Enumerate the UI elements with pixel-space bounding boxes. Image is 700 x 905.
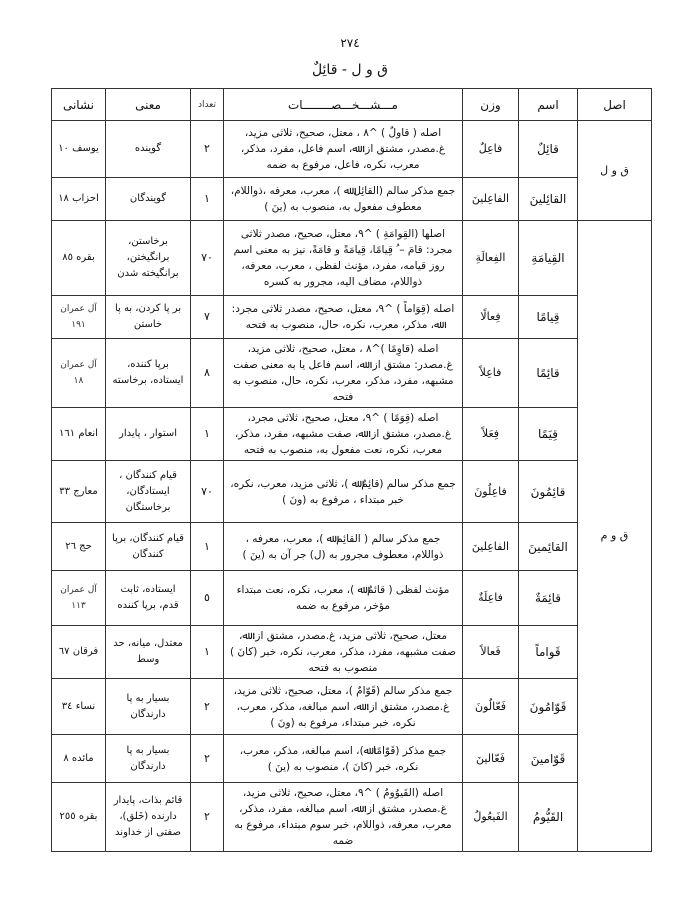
- count-cell: ٢: [191, 783, 224, 852]
- count-cell: ١: [191, 523, 224, 571]
- pattern-cell: الفِعالَةِ: [463, 221, 519, 296]
- table-row: [52, 571, 652, 626]
- pattern-cell: فاعِلاً: [463, 339, 519, 408]
- description-cell: اصلها (القِوامَةِ ) ^٩، معتل، صحیح، مصدر ثلاثی مجرد: قامَ – ُ قِیامًا، قِیامَةً و قامَةً، نیز به معنی اسم روز قیامه، مفرد، مؤنث لفظی ، معرب، معرفه، ذواللام، مضاف الیه، مجرور به کسره: [224, 221, 463, 296]
- description-cell: جمع مذکر سالم (قَوّامٌ )، معتل، صحیح، ثلاثی مزید، غ.مصدر، مشتق از: ﷲ، اسم مبالغه، مذکر، معرب، نکره، خبر مبتداء، مرفوع به (ونَ ): [224, 679, 463, 735]
- page-number: ٢٧٤: [340, 36, 360, 50]
- table-row: [52, 461, 652, 523]
- meaning-cell: قیام کنندگان، برپا کنندگان: [106, 523, 191, 571]
- count-cell: ١: [191, 626, 224, 679]
- description-cell: اصله (قاوِمًا )^٨ ، معتل، صحیح، ثلاثی مزید، غ.مصدر: مشتق از: ﷲ، اسم فاعل یا به معنی صفت مشبهه، مفرد، مذکر، معرب، نکره، حال، منصوب به فتحه: [224, 339, 463, 408]
- root-cell: ق و ل: [578, 121, 652, 221]
- header-asl: اصل: [578, 89, 652, 121]
- reference-cell: آل عمران ١٩١: [52, 296, 106, 339]
- pattern-cell: فَعّالینَ: [463, 735, 519, 783]
- reference-cell: معارج ٣٣: [52, 461, 106, 523]
- description-cell: اصله ( قاولٌ ) ^٨ ، معتل، صحیح، ثلاثی مزید، غ.مصدر، مشتق از: ﷲ، اسم فاعل، مفرد، مذکر، معرب، نکره، فاعل، مرفوع به ضمه: [224, 121, 463, 178]
- noun-cell: قَوّامینَ: [519, 735, 578, 783]
- pattern-cell: الفَیعُولُ: [463, 783, 519, 852]
- description-cell: جمع مذکر سالم (قائِمٌ ﷲ )، ثلاثی مزید، معرب، نکره، خبر مبتداء ، مرفوع به (ونَ ): [224, 461, 463, 523]
- meaning-cell: بسیار به پا دارندگان: [106, 735, 191, 783]
- header-ism: اسم: [519, 89, 578, 121]
- table-row: [52, 523, 652, 571]
- table-row: [52, 408, 652, 461]
- noun-cell: قِیَمًا: [519, 408, 578, 461]
- pattern-cell: فاعِلُونَ: [463, 461, 519, 523]
- description-cell: اصله (قِوَاماً ) ^٩، معتل، صحیح، مصدر ثلاثی مجرد: ﷲ، مذکر، معرب، نکره، حال، منصوب به فتحه: [224, 296, 463, 339]
- count-cell: ٢: [191, 735, 224, 783]
- noun-cell: قائِمَةٌ: [519, 571, 578, 626]
- header-meaning: معنی: [106, 89, 191, 121]
- table-row: [52, 735, 652, 783]
- meaning-cell: گوینده: [106, 121, 191, 178]
- reference-cell: فرقان ٦٧: [52, 626, 106, 679]
- meaning-cell: معتدل، میانه، حد وسط: [106, 626, 191, 679]
- noun-cell: القائِمینَ: [519, 523, 578, 571]
- table-row: [52, 783, 652, 852]
- meaning-cell: ایستاده، ثابت قدم، برپا کننده: [106, 571, 191, 626]
- noun-cell: قائِمًا: [519, 339, 578, 408]
- description-cell: اصله (قِوَمًا ) ^٩، معتل، صحیح، ثلاثی مجرد، غ.مصدر، مشتق از: ﷲ، صفت مشبهه، مفرد، مذکر، معرب، نکره، نعت مفعول به، منصوب به فتحه: [224, 408, 463, 461]
- pattern-cell: فَعّالُونَ: [463, 679, 519, 735]
- count-cell: ٧٠: [191, 221, 224, 296]
- reference-cell: آل عمران ١٨: [52, 339, 106, 408]
- pattern-cell: فاعِلٌ: [463, 121, 519, 178]
- noun-cell: القِیامَةِ: [519, 221, 578, 296]
- noun-cell: قائِلٌ: [519, 121, 578, 178]
- meaning-cell: استوار ، پایدار: [106, 408, 191, 461]
- table-row: [52, 626, 652, 679]
- table-row: [52, 221, 652, 296]
- noun-cell: القائِلینَ: [519, 178, 578, 221]
- description-cell: اصله (القَیوُومُ ) ^٩، معتل، صحیح، ثلاثی مزید، غ.مصدر، مشتق از: ﷲ، اسم مبالغه، مفرد، مذکر، معرب، معرفه، ذواللام، خبر سوم مبتداء، مرفوع به ضمه: [224, 783, 463, 852]
- description-cell: معتل، صحیح، ثلاثی مزید، غ.مصدر، مشتق از: ﷲ، صفت مشبهه، مفرد، مذکر، معرب، نکره، خبر (کانَ ) منصوب به فتحه: [224, 626, 463, 679]
- pattern-cell: الفاعِلینَ: [463, 178, 519, 221]
- count-cell: ٧٠: [191, 461, 224, 523]
- meaning-cell: گویندگان: [106, 178, 191, 221]
- description-cell: مؤنث لفظی ( قائمٌ ﷲ )، معرب، نکره، نعت مبتداء مؤخر، مرفوع به ضمه: [224, 571, 463, 626]
- lexicon-table: [51, 88, 652, 852]
- root-cell: ق و م: [578, 221, 652, 852]
- pattern-cell: الفاعِلینَ: [463, 523, 519, 571]
- header-count: تعداد: [191, 89, 224, 121]
- pattern-cell: فِعالًا: [463, 296, 519, 339]
- count-cell: ١: [191, 408, 224, 461]
- table-row: [52, 679, 652, 735]
- meaning-cell: قائم بذات، پایدار دارنده (خَلق)، صفتی از خداوند: [106, 783, 191, 852]
- meaning-cell: برخاستن، برانگیختن، برانگیخته شدن: [106, 221, 191, 296]
- noun-cell: قَوّامُونَ: [519, 679, 578, 735]
- table-row: [52, 178, 652, 221]
- pattern-cell: فاعِلَةٌ: [463, 571, 519, 626]
- count-cell: ٥: [191, 571, 224, 626]
- count-cell: ٢: [191, 679, 224, 735]
- count-cell: ٨: [191, 339, 224, 408]
- noun-cell: قائِمُونَ: [519, 461, 578, 523]
- header-desc: مـــشـــخـــصــــــــات: [224, 89, 463, 121]
- reference-cell: مائده ٨: [52, 735, 106, 783]
- page-title: ق و ل - قائِلٌ: [311, 62, 389, 78]
- reference-cell: حج ٢٦: [52, 523, 106, 571]
- pattern-cell: فِعَلاً: [463, 408, 519, 461]
- reference-cell: بقره ٢٥٥: [52, 783, 106, 852]
- header-row: [52, 89, 652, 121]
- reference-cell: آل عمران ١١٣: [52, 571, 106, 626]
- noun-cell: القَیُّومُ: [519, 783, 578, 852]
- noun-cell: قَواماً: [519, 626, 578, 679]
- noun-cell: قِیامًا: [519, 296, 578, 339]
- description-cell: جمع مذکر (قَوّامًا ﷲ)، اسم مبالغه، مذکر، معرب، نکره، خبر (کانَ )، منصوب به (ینَ ): [224, 735, 463, 783]
- meaning-cell: بر پا کردن، به پا خاستن: [106, 296, 191, 339]
- reference-cell: انعام ١٦١: [52, 408, 106, 461]
- count-cell: ٢: [191, 121, 224, 178]
- table-row: [52, 339, 652, 408]
- reference-cell: نساء ٣٤: [52, 679, 106, 735]
- header-ref: نشانی: [52, 89, 106, 121]
- reference-cell: یوسف ١٠: [52, 121, 106, 178]
- table-row: [52, 121, 652, 178]
- meaning-cell: قیام کنندگان ، ایستادگان، برخاستگان: [106, 461, 191, 523]
- description-cell: جمع مذکر سالم (القائِل ﷲ )، معرب، معرفه ،ذواللام، معطوف مفعول به، منصوب به (ینَ ): [224, 178, 463, 221]
- meaning-cell: بسیار به پا دارندگان: [106, 679, 191, 735]
- reference-cell: احزاب ١٨: [52, 178, 106, 221]
- pattern-cell: فَعالاً: [463, 626, 519, 679]
- reference-cell: بقره ٨٥: [52, 221, 106, 296]
- meaning-cell: برپا کننده، ایستاده، برخاسته: [106, 339, 191, 408]
- count-cell: ٧: [191, 296, 224, 339]
- table-row: [52, 296, 652, 339]
- description-cell: جمع مذکر سالم ( القائِم ﷲ )، معرب، معرفه ، ذواللام، معطوف مجرور به (ل) جر آن به (ینَ ): [224, 523, 463, 571]
- count-cell: ١: [191, 178, 224, 221]
- header-wazn: وزن: [463, 89, 519, 121]
